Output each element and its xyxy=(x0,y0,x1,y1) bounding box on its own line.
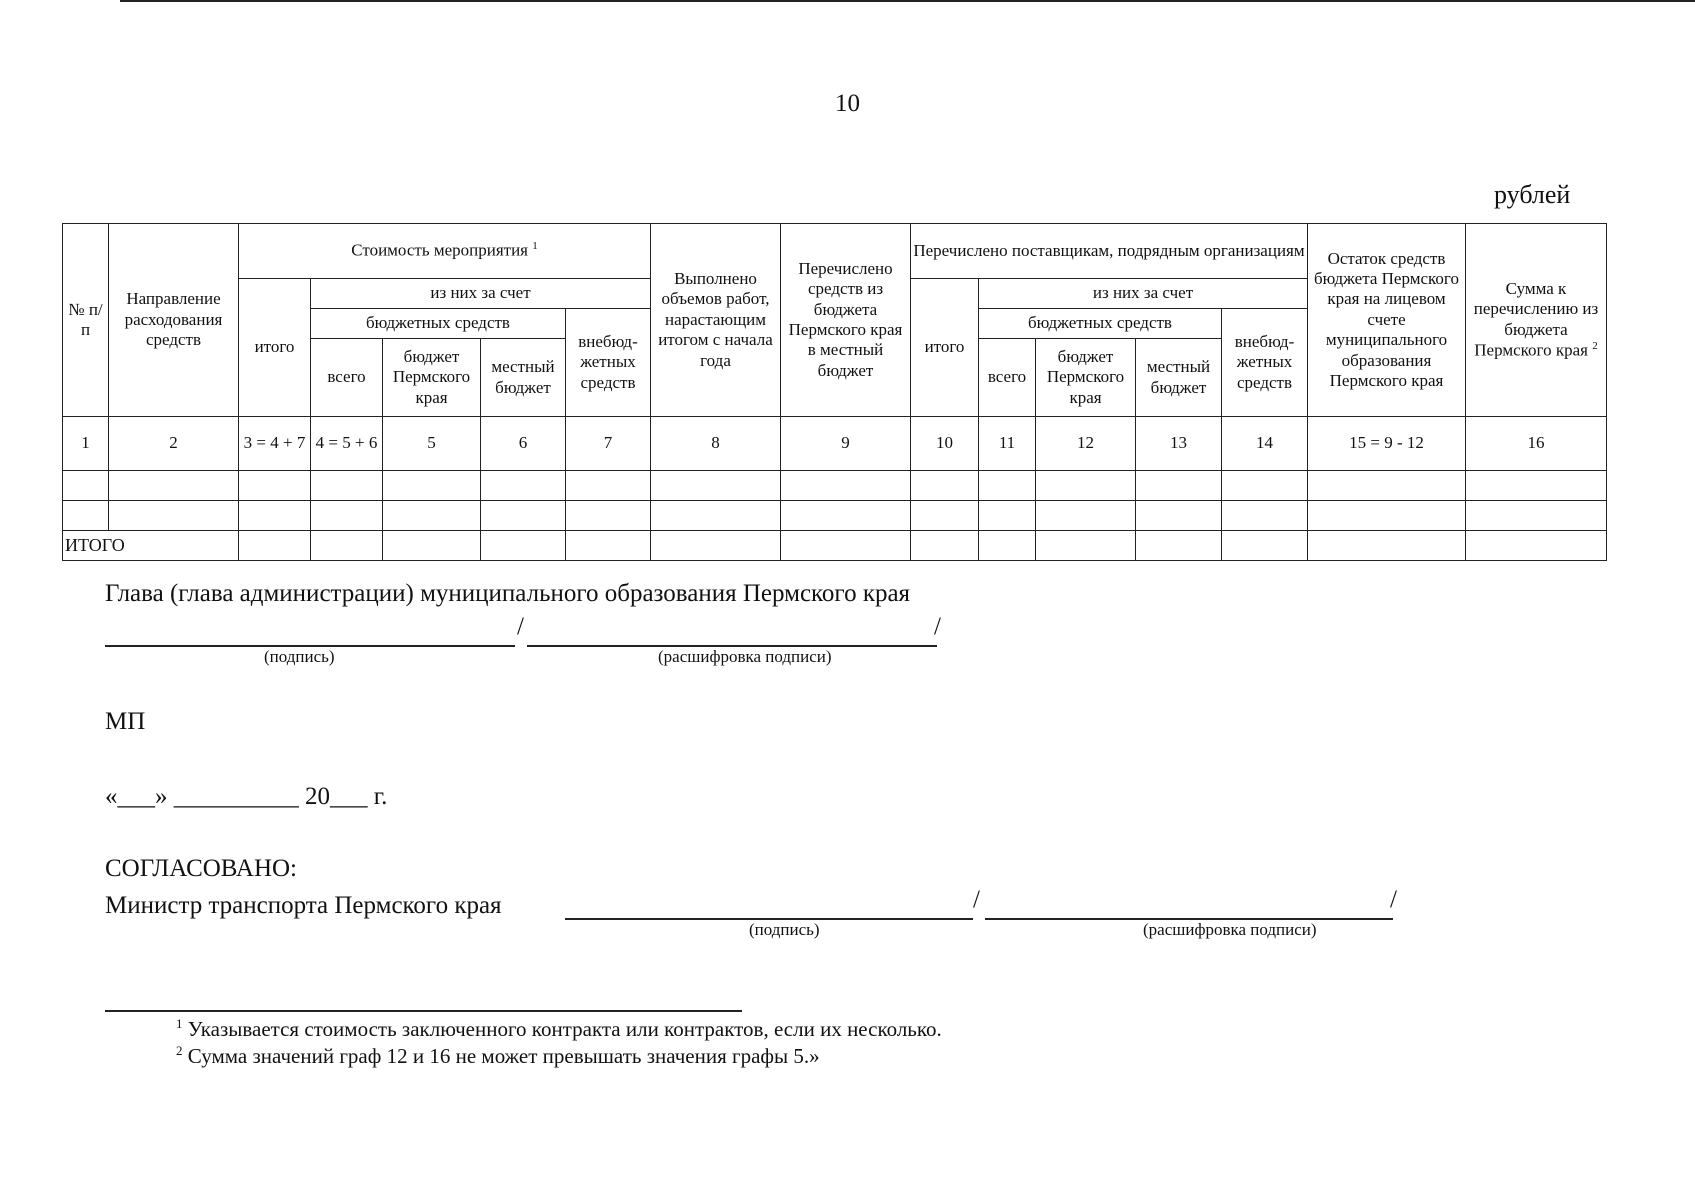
signature-label: (подпись) xyxy=(264,647,335,666)
top-border-line xyxy=(120,0,1695,2)
column-number: 3 = 4 + 7 xyxy=(239,417,311,471)
column-number: 10 xyxy=(911,417,979,471)
column-number: 9 xyxy=(781,417,911,471)
footnote-mark-1: 1 xyxy=(176,1016,183,1031)
minister-decode-label: (расшифровка подписи) xyxy=(1143,920,1317,939)
column-number: 6 xyxy=(481,417,566,471)
report-table xyxy=(62,223,1607,561)
column-number: 14 xyxy=(1222,417,1308,471)
footnote-text-1: Указывается стоимость заключенного контракта или контрактов, если их несколько. xyxy=(187,1017,942,1041)
header-cost-all: всего xyxy=(311,339,383,417)
page-number: 10 xyxy=(835,90,860,117)
minister-signature-label: (подпись) xyxy=(749,920,820,939)
column-number: 2 xyxy=(109,417,239,471)
header-sum-text: Сумма к перечислению из бюджета Пермского края xyxy=(1473,278,1599,360)
separator-slash: / xyxy=(1390,886,1397,913)
column-number: 1 xyxy=(63,417,109,471)
separator-slash: / xyxy=(973,886,980,913)
header-sum-note: 2 xyxy=(1592,340,1598,353)
column-number: 16 xyxy=(1466,417,1607,471)
column-number-row xyxy=(63,417,1607,471)
header-remainder: Остаток средств бюджета Пермского края на лицевом счете муниципального образования Пермского края xyxy=(1308,224,1466,417)
column-number: 8 xyxy=(651,417,781,471)
header-paid-all: всего xyxy=(979,339,1036,417)
header-cost-note: 1 xyxy=(532,240,538,253)
separator-slash: / xyxy=(517,613,524,640)
header-cost xyxy=(239,224,651,279)
units-label: рублей xyxy=(1494,180,1571,209)
header-sum xyxy=(1466,224,1607,417)
column-number: 4 = 5 + 6 xyxy=(311,417,383,471)
minister-title: Министр транспорта Пермского края xyxy=(105,892,502,919)
header-cost-text: Стоимость мероприятия xyxy=(351,241,528,261)
column-number: 7 xyxy=(566,417,651,471)
head-title: Глава (глава администрации) муниципального образования Пермского края xyxy=(105,580,911,607)
header-paid-of-them: из них за счет xyxy=(979,279,1308,309)
header-paid-budget-funds: бюджетных средств xyxy=(979,309,1222,339)
footnote-divider xyxy=(105,1010,742,1012)
column-number: 5 xyxy=(383,417,481,471)
header-cost-extra-budget: внебюд-жетных средств xyxy=(566,309,651,417)
header-cost-local-budget: местный бюджет xyxy=(481,339,566,417)
header-transferred: Перечислено средств из бюджета Пермского края в местный бюджет xyxy=(781,224,911,417)
footnote-text-2: Сумма значений граф 12 и 16 не может превышать значения графы 5.» xyxy=(187,1044,820,1068)
header-paid-total: итого xyxy=(911,279,979,417)
header-to-suppliers: Перечислено поставщикам, подрядным организациям xyxy=(911,224,1308,279)
header-number: № п/п xyxy=(63,224,109,417)
column-number: 13 xyxy=(1136,417,1222,471)
date-line[interactable]: «___» __________ 20___ г. xyxy=(105,783,388,810)
header-direction: Направление расходования средств xyxy=(109,224,239,417)
footnote-1 xyxy=(176,1016,942,1042)
separator-slash: / xyxy=(934,613,941,640)
total-label: ИТОГО xyxy=(63,531,239,561)
decode-label: (расшифровка подписи) xyxy=(658,647,832,666)
empty-row xyxy=(63,471,1607,501)
header-cost-perm-budget: бюджет Пермского края xyxy=(383,339,481,417)
stamp-label: МП xyxy=(105,708,146,735)
footnote-2 xyxy=(176,1043,820,1069)
header-paid-extra-budget: внебюд-жетных средств xyxy=(1222,309,1308,417)
header-cost-total: итого xyxy=(239,279,311,417)
empty-row xyxy=(63,501,1607,531)
agreed-label: СОГЛАСОВАНО: xyxy=(105,855,298,882)
header-paid-local-budget: местный бюджет xyxy=(1136,339,1222,417)
header-work-done: Выполнено объемов работ, нарастающим итогом с начала года xyxy=(651,224,781,417)
column-number: 12 xyxy=(1036,417,1136,471)
footnote-mark-2: 2 xyxy=(176,1043,183,1058)
column-number: 15 = 9 - 12 xyxy=(1308,417,1466,471)
total-row xyxy=(63,531,1607,561)
header-cost-of-them: из них за счет xyxy=(311,279,651,309)
header-cost-budget-funds: бюджетных средств xyxy=(311,309,566,339)
header-paid-perm-budget: бюджет Пермского края xyxy=(1036,339,1136,417)
column-number: 11 xyxy=(979,417,1036,471)
